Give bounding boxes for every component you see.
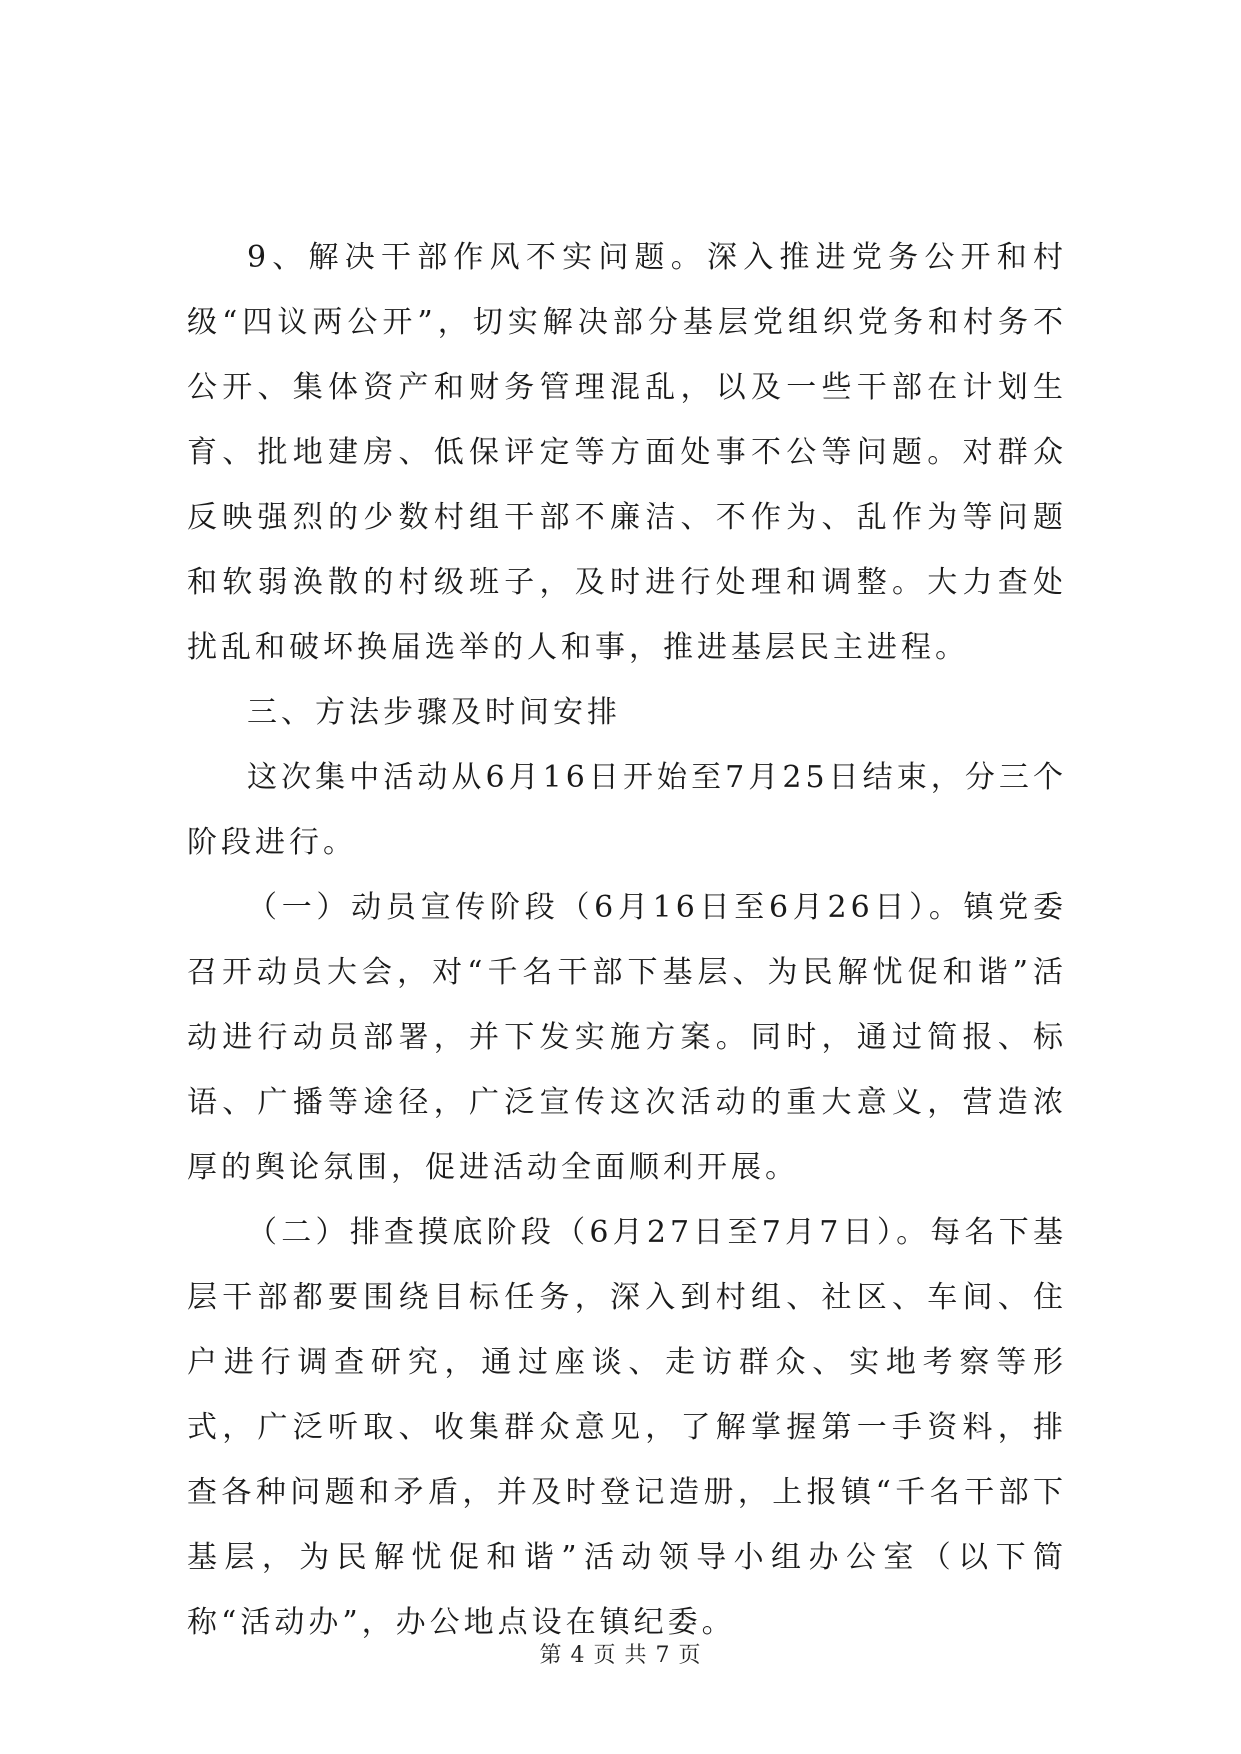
paragraph-item-9: 9、解决干部作风不实问题。深入推进党务公开和村级“四议两公开”，切实解决部分基层党组织党务和村务不公开、集体资产和财务管理混乱，以及一些干部在计划生育、批地建房、低保评定等方面处事不公等问题。对群众反映强烈的少数村组干部不廉洁、不作为、乱作为等问题和软弱涣散的村级班子，及时进行处理和调整。大力查处扰乱和破坏换届选举的人和事，推进基层民主进程。 (187, 240, 1067, 665)
paragraph-timeframe: 这次集中活动从6月16日开始至7月25日结束，分三个阶段进行。 (187, 760, 1067, 860)
document-body (187, 225, 1067, 1655)
paragraph-stage-2: （二）排查摸底阶段（6月27日至7月7日）。每名下基层干部都要围绕目标任务，深入到村组、社区、车间、住户进行调查研究，通过座谈、走访群众、实地考察等形式，广泛听取、收集群众意见，了解掌握第一手资料，排查各种问题和矛盾，并及时登记造册，上报镇“千名干部下基层，为民解忧促和谐”活动领导小组办公室（以下简称“活动办”，办公地点设在镇纪委。 (187, 1215, 1067, 1640)
section-heading-methods: 三、方法步骤及时间安排 (247, 695, 621, 730)
paragraph-stage-1: （一）动员宣传阶段（6月16日至6月26日）。镇党委召开动员大会，对“千名干部下基层、为民解忧促和谐”活动进行动员部署，并下发实施方案。同时，通过简报、标语、广播等途径，广泛宣传这次活动的重大意义，营造浓厚的舆论氛围，促进活动全面顺利开展。 (187, 890, 1067, 1185)
page-footer: 第 4 页 共 7 页 (539, 1643, 702, 1668)
